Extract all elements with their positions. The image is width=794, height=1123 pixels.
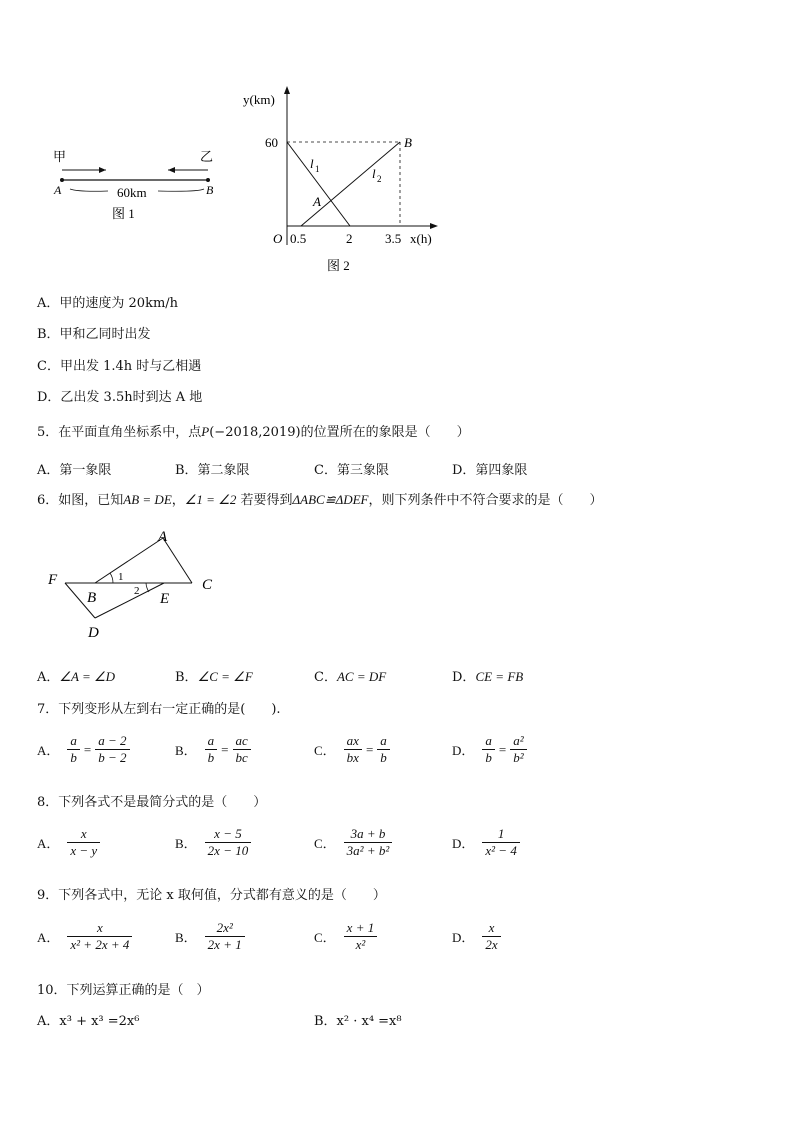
q6-d-label: D．: [452, 670, 476, 685]
fig2-point-a: A: [313, 194, 321, 209]
q7-c-label: C．: [314, 743, 336, 758]
q7-b-eq: =: [221, 741, 229, 757]
q9-d-den: 2x: [485, 937, 498, 952]
q9-stem: 9．下列各式中，无论 x 取何值，分式都有意义的是（ ）: [37, 888, 386, 903]
q8-b-label: B．: [175, 836, 197, 851]
q9-b-num: 2x²: [205, 920, 245, 937]
fig2-y60: 60: [265, 135, 278, 150]
q7-d-right-den: b²: [513, 750, 524, 765]
q9-d-label: D．: [452, 930, 475, 945]
q6-option-d: [452, 666, 523, 685]
q8-option-b: [175, 826, 253, 859]
q8-option-a: [37, 826, 102, 859]
q7-b-right-num: ac: [233, 733, 251, 750]
q6-fig-f: F: [48, 572, 58, 588]
q4-option-a: A．甲的速度为 20km/h: [37, 296, 179, 311]
q7-a-left-den: b: [70, 750, 77, 765]
q6-fig-angle-2: 2: [134, 585, 140, 597]
q6-fig-angle-1: 1: [118, 571, 124, 583]
fig2-x35: 3.5: [385, 231, 402, 246]
q6-b-text: ∠C = ∠F: [197, 669, 253, 684]
q8-c-den: 3a² + b²: [346, 843, 390, 858]
q6-c-label: C．: [314, 670, 337, 685]
q9-a-den: x² + 2x + 4: [70, 937, 130, 952]
q6-stem: [37, 489, 603, 508]
fig2-caption: 图 2: [327, 258, 350, 273]
q7-c-eq: =: [365, 741, 374, 757]
q7-option-b: [175, 733, 253, 766]
q9-b-label: B．: [175, 930, 197, 945]
fig2-l1: l: [310, 156, 314, 171]
q7-c-right-den: b: [380, 750, 387, 765]
q8-b-num: x − 5: [205, 826, 252, 843]
fig2-ylabel: y(km): [243, 92, 275, 107]
figure-1: [48, 145, 228, 225]
q9-b-den: 2x + 1: [207, 937, 242, 952]
q8-d-den: x² − 4: [485, 843, 517, 858]
q7-d-eq: =: [498, 741, 507, 757]
fig1-point-b: B: [206, 183, 214, 197]
q9-d-num: x: [482, 920, 500, 937]
fig1-yi: 乙: [200, 149, 214, 164]
q9-c-label: C．: [314, 930, 336, 945]
q6-a-label: A．: [37, 670, 60, 685]
q6-a-text: ∠A = ∠D: [59, 669, 116, 684]
q5-coords: (−2018,2019): [209, 425, 301, 440]
q5-option-d: D．第四象限: [452, 463, 528, 478]
q10-option-b: B．x² · x⁴ =x⁸: [314, 1014, 402, 1029]
q9-a-label: A．: [37, 930, 60, 945]
q6-b-label: B．: [175, 670, 198, 685]
q7-option-a: [37, 733, 132, 766]
q8-option-d: [452, 826, 522, 859]
q8-d-num: 1: [482, 826, 519, 843]
q8-a-label: A．: [37, 836, 60, 851]
fig2-x2: 2: [346, 231, 353, 246]
q8-a-num: x: [67, 826, 100, 843]
q7-a-right-num: a − 2: [95, 733, 129, 750]
q7-b-left-num: a: [205, 733, 218, 750]
q5-point: P: [201, 424, 210, 439]
q7-b-left-den: b: [207, 750, 215, 765]
q7-stem: 7．下列变形从左到右一定正确的是( ).: [37, 702, 281, 717]
fig2-xlabel: x(h): [410, 231, 432, 246]
q7-option-d: [452, 733, 529, 766]
q9-option-a: [37, 920, 134, 953]
figure-2: [235, 80, 450, 280]
q9-c-den: x²: [355, 937, 366, 952]
q8-d-label: D．: [452, 836, 475, 851]
q5-stem: [37, 421, 470, 440]
fig1-point-a: A: [54, 183, 62, 197]
q4-option-d: D．乙出发 3.5h时到达 A 地: [37, 390, 203, 405]
q6-cond1: AB = DE: [123, 492, 172, 507]
q7-a-right-den: b − 2: [98, 750, 127, 765]
fig1-caption: 图 1: [112, 206, 135, 221]
q6-d-text: CE = FB: [475, 669, 524, 684]
q9-a-num: x: [67, 920, 132, 937]
q4-option-b: B．甲和乙同时出发: [37, 327, 151, 342]
fig2-l2: l: [372, 166, 376, 181]
q6-fig-e: E: [160, 591, 170, 607]
fig2-l1-sub: 1: [315, 164, 320, 174]
q10-option-a: A．x³ + x³ =2x⁶: [37, 1014, 140, 1029]
q6-fig-d: D: [88, 625, 99, 641]
q6-cond2: ∠1 = ∠2: [184, 492, 237, 507]
q7-d-label: D．: [452, 743, 475, 758]
q6-fig-b: B: [87, 590, 97, 606]
q7-a-label: A．: [37, 743, 60, 758]
q9-c-num: x + 1: [344, 920, 378, 937]
q7-a-eq: =: [83, 741, 92, 757]
q6-option-a: [37, 666, 115, 685]
q6-fig-a: A: [158, 529, 168, 545]
q8-a-den: x − y: [70, 843, 98, 858]
q6-mid: 若要得到: [236, 493, 293, 508]
q6-sep: ，: [171, 493, 185, 508]
q5-stem-post: 的位置所在的象限是（ ）: [300, 425, 470, 440]
q7-b-right-den: bc: [235, 750, 248, 765]
q4-option-c: C．甲出发 1.4h 时与乙相遇: [37, 359, 202, 374]
q7-d-right-num: a²: [510, 733, 526, 750]
fig2-l2-sub: 2: [377, 174, 382, 184]
q5-option-b: B．第二象限: [175, 463, 250, 478]
line-l2: [301, 142, 400, 226]
q7-option-c: [314, 733, 392, 766]
q7-c-left-den: bx: [346, 750, 359, 765]
fig2-x05: 0.5: [290, 231, 307, 246]
q6-fig-c: C: [202, 577, 213, 593]
q6-option-b: [175, 666, 253, 685]
q9-option-c: [314, 920, 379, 953]
q6-stem-post: ，则下列条件中不符合要求的是（ ）: [368, 493, 603, 508]
fig2-point-b: B: [404, 135, 412, 150]
fig1-distance: 60km: [117, 185, 147, 200]
q5-option-c: C．第三象限: [314, 463, 389, 478]
q7-d-left-den: b: [485, 750, 492, 765]
line-l1: [287, 142, 350, 226]
q6-option-c: [314, 666, 386, 685]
q5-stem-pre: 5．在平面直角坐标系中，点: [37, 425, 202, 440]
q6-stem-pre: 6．如图，已知: [37, 493, 124, 508]
q9-option-d: [452, 920, 503, 953]
q10-stem: 10．下列运算正确的是（ ）: [37, 983, 210, 998]
q7-d-left-num: a: [482, 733, 495, 750]
q6-cong: ΔABC≌ΔDEF: [292, 492, 369, 507]
q8-c-num: 3a + b: [344, 826, 393, 843]
q6-c-text: AC = DF: [336, 669, 387, 684]
q9-option-b: [175, 920, 247, 953]
q8-b-den: 2x − 10: [207, 843, 249, 858]
q8-c-label: C．: [314, 836, 336, 851]
q7-a-left-num: a: [67, 733, 80, 750]
fig2-origin: O: [273, 231, 283, 246]
q5-option-a: A．第一象限: [37, 463, 112, 478]
q7-c-right-num: a: [377, 733, 390, 750]
q8-option-c: [314, 826, 394, 859]
q7-c-left-num: ax: [344, 733, 362, 750]
q8-stem: 8．下列各式不是最简分式的是（ ）: [37, 795, 267, 810]
fig1-jia: 甲: [53, 149, 67, 164]
q6-triangle-figure: [40, 525, 230, 645]
q7-b-label: B．: [175, 743, 197, 758]
